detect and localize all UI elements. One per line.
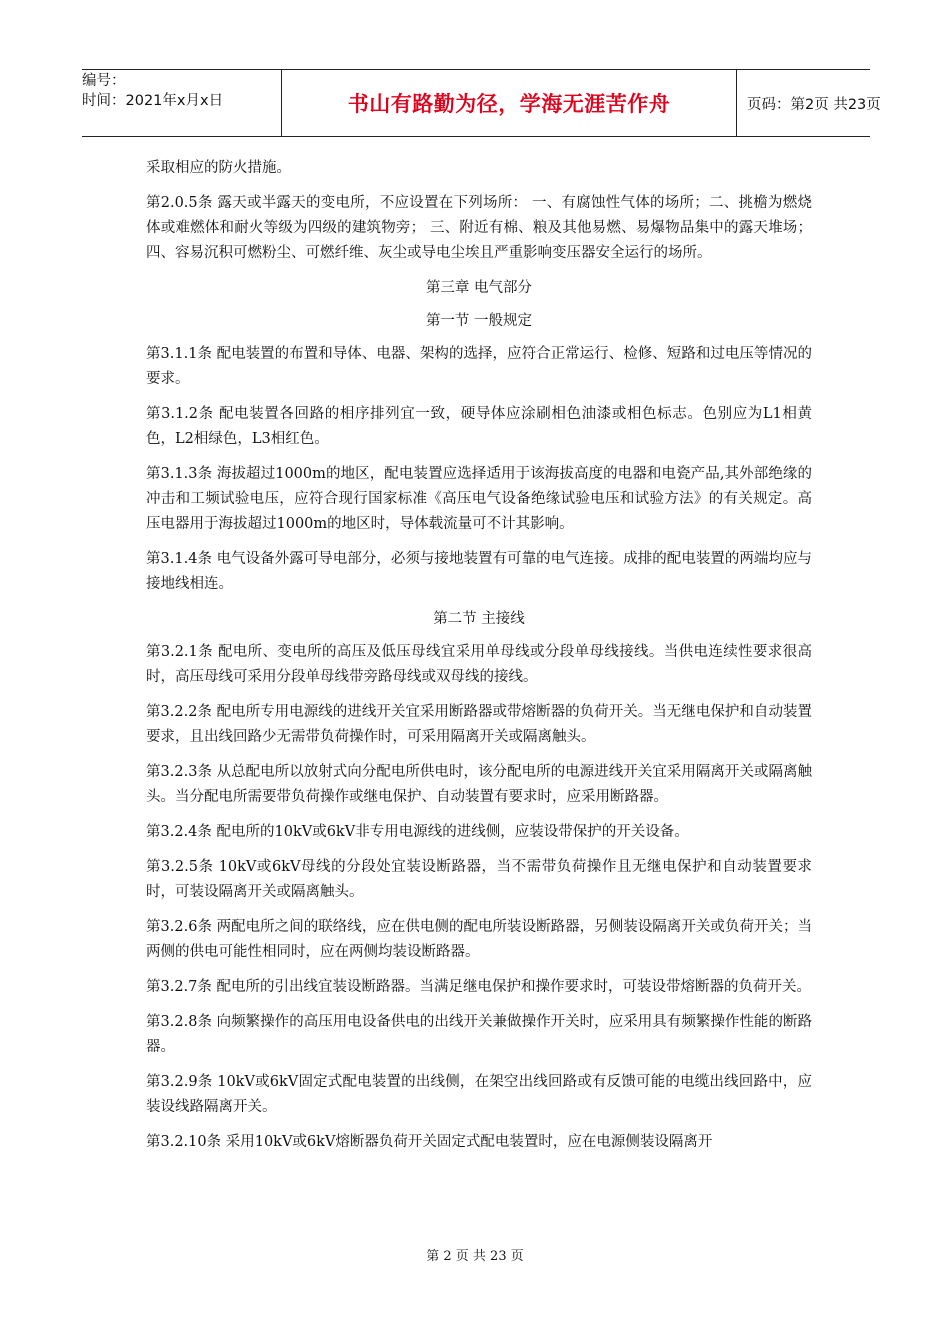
section-heading: 第一节 一般规定	[425, 313, 533, 329]
page-footer: 第 2 页 共 23 页	[426, 1249, 524, 1264]
header-meta	[82, 70, 282, 136]
clause-3-2-1: 第3.2.1条 配电所、变电所的高压及低压母线宜采用单母线或分段单母线接线。当供电连续性要求很高时，高压母线可采用分段单母线带旁路母线或双母线的接线。	[146, 644, 812, 685]
header-motto-cell	[282, 70, 737, 136]
page-header	[82, 69, 881, 137]
clause-3-1-2: 第3.1.2条 配电装置各回路的相序排列宜一致，硬导体应涂刷相色油漆或相色标志。色别应为L1相黄色，L2相绿色，L3相红色。	[146, 406, 812, 447]
clause-3-2-6: 第3.2.6条 两配电所之间的联络线，应在供电侧的配电所装设断路器，另侧装设隔离开关或负荷开关；当两侧的供电可能性相同时，应在两侧均装设断路器。	[146, 919, 812, 960]
clause-3-1-4: 第3.1.4条 电气设备外露可导电部分，必须与接地装置有可靠的电气连接。成排的配电装置的两端均应与接地线相连。	[146, 551, 812, 592]
clause-3-2-10: 第3.2.10条 采用10kV或6kV熔断器负荷开关固定式配电装置时，应在电源侧装设隔离开	[146, 1134, 713, 1150]
clause-3-1-1: 第3.1.1条 配电装置的布置和导体、电器、架构的选择，应符合正常运行、检修、短路和过电压等情况的要求。	[146, 346, 812, 387]
clause-3-1-3: 第3.1.3条 海拔超过1000m的地区，配电装置应选择适用于该海拔高度的电器和电瓷产品,其外部绝缘的冲击和工频试验电压，应符合现行国家标准《高压电气设备绝缘试验电压和试验方法》的有关规定。高压电器用于海拔超过1000m的地区时，导体载流量可不计其影响。	[146, 466, 812, 532]
clause-3-2-9: 第3.2.9条 10kV或6kV固定式配电装置的出线侧，在架空出线回路或有反馈可能的电缆出线回路中，应装设线路隔离开关。	[146, 1074, 812, 1115]
header-page-cell	[737, 70, 881, 136]
clause-2-0-5: 第2.0.5条 露天或半露天的变电所，不应设置在下列场所： 一、有腐蚀性气体的场所；二、挑檐为燃烧体或难燃体和耐火等级为四级的建筑物旁； 三、附近有棉、粮及其他易燃、易爆物品集中的露天堆场； 四、容易沉积可燃粉尘、可燃纤维、灰尘或导电尘埃且严重影响变压器安全运行的场所。	[146, 195, 812, 261]
clause-3-2-3: 第3.2.3条 从总配电所以放射式向分配电所供电时，该分配电所的电源进线开关宜采用隔离开关或隔离触头。当分配电所需要带负荷操作或继电保护、自动装置有要求时，应采用断路器。	[146, 764, 812, 805]
clause-3-2-8: 第3.2.8条 向频繁操作的高压用电设备供电的出线开关兼做操作开关时，应采用具有频繁操作性能的断路器。	[146, 1014, 812, 1055]
document-number-label: 编号：	[82, 73, 126, 89]
paragraph: 采取相应的防火措施。	[146, 160, 291, 176]
section-heading: 第二节 主接线	[433, 611, 525, 627]
header-page-info: 页码：第2页 共23页	[747, 96, 881, 113]
clause-3-2-5: 第3.2.5条 10kV或6kV母线的分段处宜装设断路器，当不需带负荷操作且无继电保护和自动装置要求时，可装设隔离开关或隔离触头。	[146, 859, 812, 900]
clause-3-2-7: 第3.2.7条 配电所的引出线宜装设断路器。当满足继电保护和操作要求时，可装设带熔断器的负荷开关。	[146, 979, 811, 995]
document-body	[146, 156, 812, 1165]
document-time: 时间：2021年x月x日	[82, 93, 224, 109]
clause-3-2-2: 第3.2.2条 配电所专用电源线的进线开关宜采用断路器或带熔断器的负荷开关。当无继电保护和自动装置要求，且出线回路少无需带负荷操作时，可采用隔离开关或隔离触头。	[146, 704, 812, 745]
chapter-heading: 第三章 电气部分	[425, 280, 533, 296]
clause-3-2-4: 第3.2.4条 配电所的10kV或6kV非专用电源线的进线侧，应装设带保护的开关设备。	[146, 824, 689, 840]
header-motto: 书山有路勤为径，学海无涯苦作舟	[347, 92, 671, 116]
